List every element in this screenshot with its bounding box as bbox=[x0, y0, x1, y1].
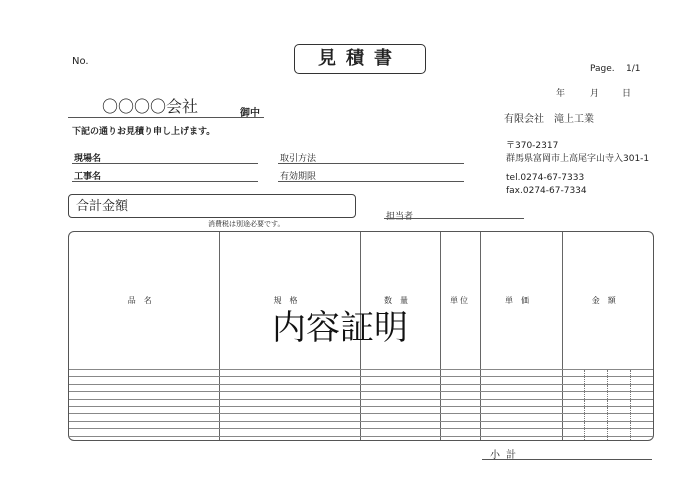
person-in-charge-line[interactable] bbox=[384, 218, 524, 219]
date-month-label: 月 bbox=[590, 89, 600, 99]
total-amount-label: 合計金額 bbox=[76, 199, 129, 214]
table-cell[interactable] bbox=[360, 369, 440, 376]
site-name-label: 現場名 bbox=[74, 154, 102, 164]
table-cell[interactable] bbox=[69, 429, 219, 436]
table-row bbox=[69, 429, 653, 436]
table-cell[interactable] bbox=[480, 429, 562, 436]
table-cell[interactable] bbox=[562, 377, 653, 384]
table-cell[interactable] bbox=[440, 436, 480, 440]
issuer-fax: fax.0274-67-7334 bbox=[506, 186, 587, 196]
table-cell[interactable] bbox=[219, 369, 360, 376]
table-cell[interactable] bbox=[562, 399, 653, 406]
page-label: Page. bbox=[590, 64, 615, 74]
no-label: No. bbox=[72, 56, 89, 67]
table-row bbox=[69, 436, 653, 440]
table-cell[interactable] bbox=[440, 369, 480, 376]
table-cell[interactable] bbox=[69, 377, 219, 384]
table-cell[interactable] bbox=[562, 407, 653, 414]
table-cell[interactable] bbox=[480, 414, 562, 421]
intro-text: 下記の通りお見積り申し上げます。 bbox=[72, 127, 216, 137]
table-cell[interactable] bbox=[219, 399, 360, 406]
col-header-quantity: 数量 bbox=[360, 232, 440, 369]
table-cell[interactable] bbox=[219, 414, 360, 421]
table-cell[interactable] bbox=[219, 407, 360, 414]
table-cell[interactable] bbox=[480, 407, 562, 414]
document-title: 見積書 bbox=[294, 44, 426, 74]
table-cell[interactable] bbox=[360, 414, 440, 421]
table-cell[interactable] bbox=[360, 421, 440, 428]
table-cell[interactable] bbox=[440, 407, 480, 414]
table-row bbox=[69, 384, 653, 391]
table-cell[interactable] bbox=[562, 392, 653, 399]
table-cell[interactable] bbox=[562, 421, 653, 428]
table-cell[interactable] bbox=[219, 392, 360, 399]
payment-method-line[interactable] bbox=[278, 163, 464, 164]
table-cell[interactable] bbox=[480, 399, 562, 406]
issuer-postal: 〒370-2317 bbox=[506, 141, 559, 151]
table-cell[interactable] bbox=[562, 384, 653, 391]
table-cell[interactable] bbox=[562, 414, 653, 421]
col-header-amount: 金額 bbox=[562, 232, 653, 369]
table-cell[interactable] bbox=[360, 429, 440, 436]
recipient-underline bbox=[68, 117, 264, 118]
valid-period-line[interactable] bbox=[278, 181, 464, 182]
col-header-item-name: 品名 bbox=[69, 232, 219, 369]
table-cell[interactable] bbox=[562, 436, 653, 440]
table-cell[interactable] bbox=[69, 436, 219, 440]
table-row bbox=[69, 377, 653, 384]
date-day-label: 日 bbox=[622, 89, 632, 99]
issuer-company: 有限会社 滝上工業 bbox=[504, 114, 594, 125]
table-cell[interactable] bbox=[440, 421, 480, 428]
table-cell[interactable] bbox=[480, 436, 562, 440]
table-cell[interactable] bbox=[360, 399, 440, 406]
issuer-address: 群馬県富岡市上高尾字山寺入301-1 bbox=[506, 154, 650, 164]
date-year-label: 年 bbox=[556, 89, 566, 99]
col-header-unit: 単位 bbox=[440, 232, 480, 369]
table-cell[interactable] bbox=[69, 369, 219, 376]
page-number: 1/1 bbox=[626, 64, 641, 74]
subtotal-line bbox=[482, 459, 652, 460]
table-cell[interactable] bbox=[69, 384, 219, 391]
table-row bbox=[69, 369, 653, 376]
table-cell[interactable] bbox=[360, 384, 440, 391]
table-cell[interactable] bbox=[440, 399, 480, 406]
tax-note: 消費税は別途必要です。 bbox=[208, 220, 285, 228]
table-cell[interactable] bbox=[440, 377, 480, 384]
recipient-honorific: 御中 bbox=[240, 108, 260, 119]
person-in-charge-label: 担当者 bbox=[386, 212, 414, 222]
table-cell[interactable] bbox=[360, 392, 440, 399]
table-cell[interactable] bbox=[69, 407, 219, 414]
table-cell[interactable] bbox=[440, 384, 480, 391]
table-cell[interactable] bbox=[69, 392, 219, 399]
table-cell[interactable] bbox=[440, 392, 480, 399]
work-name-line[interactable] bbox=[72, 181, 258, 182]
table-cell[interactable] bbox=[360, 436, 440, 440]
stamp-text: 内容証明 bbox=[272, 308, 408, 348]
table-row bbox=[69, 392, 653, 399]
table-cell[interactable] bbox=[69, 421, 219, 428]
table-cell[interactable] bbox=[360, 407, 440, 414]
table-row bbox=[69, 407, 653, 414]
col-header-unit-price: 単価 bbox=[480, 232, 562, 369]
table-cell[interactable] bbox=[219, 377, 360, 384]
table-cell[interactable] bbox=[440, 429, 480, 436]
table-cell[interactable] bbox=[562, 369, 653, 376]
table-row bbox=[69, 414, 653, 421]
payment-method-label: 取引方法 bbox=[280, 154, 317, 164]
table-cell[interactable] bbox=[219, 436, 360, 440]
site-name-line[interactable] bbox=[72, 163, 258, 164]
subtotal-label: 小計 bbox=[490, 450, 522, 461]
recipient-company: 〇〇〇〇会社 bbox=[102, 97, 199, 116]
table-cell[interactable] bbox=[480, 384, 562, 391]
table-cell[interactable] bbox=[360, 377, 440, 384]
table-cell[interactable] bbox=[480, 421, 562, 428]
table-cell[interactable] bbox=[69, 399, 219, 406]
valid-period-label: 有効期限 bbox=[280, 172, 317, 182]
table-cell[interactable] bbox=[562, 429, 653, 436]
col-header-spec: 規格 bbox=[219, 232, 360, 369]
table-cell[interactable] bbox=[219, 421, 360, 428]
table-cell[interactable] bbox=[219, 429, 360, 436]
table-cell[interactable] bbox=[69, 414, 219, 421]
table-cell[interactable] bbox=[480, 369, 562, 376]
table-row bbox=[69, 421, 653, 428]
table-cell[interactable] bbox=[440, 414, 480, 421]
issuer-tel: tel.0274-67-7333 bbox=[506, 173, 585, 183]
work-name-label: 工事名 bbox=[74, 172, 102, 182]
table-cell[interactable] bbox=[480, 392, 562, 399]
table-cell[interactable] bbox=[219, 384, 360, 391]
table-cell[interactable] bbox=[480, 377, 562, 384]
table-row bbox=[69, 399, 653, 406]
